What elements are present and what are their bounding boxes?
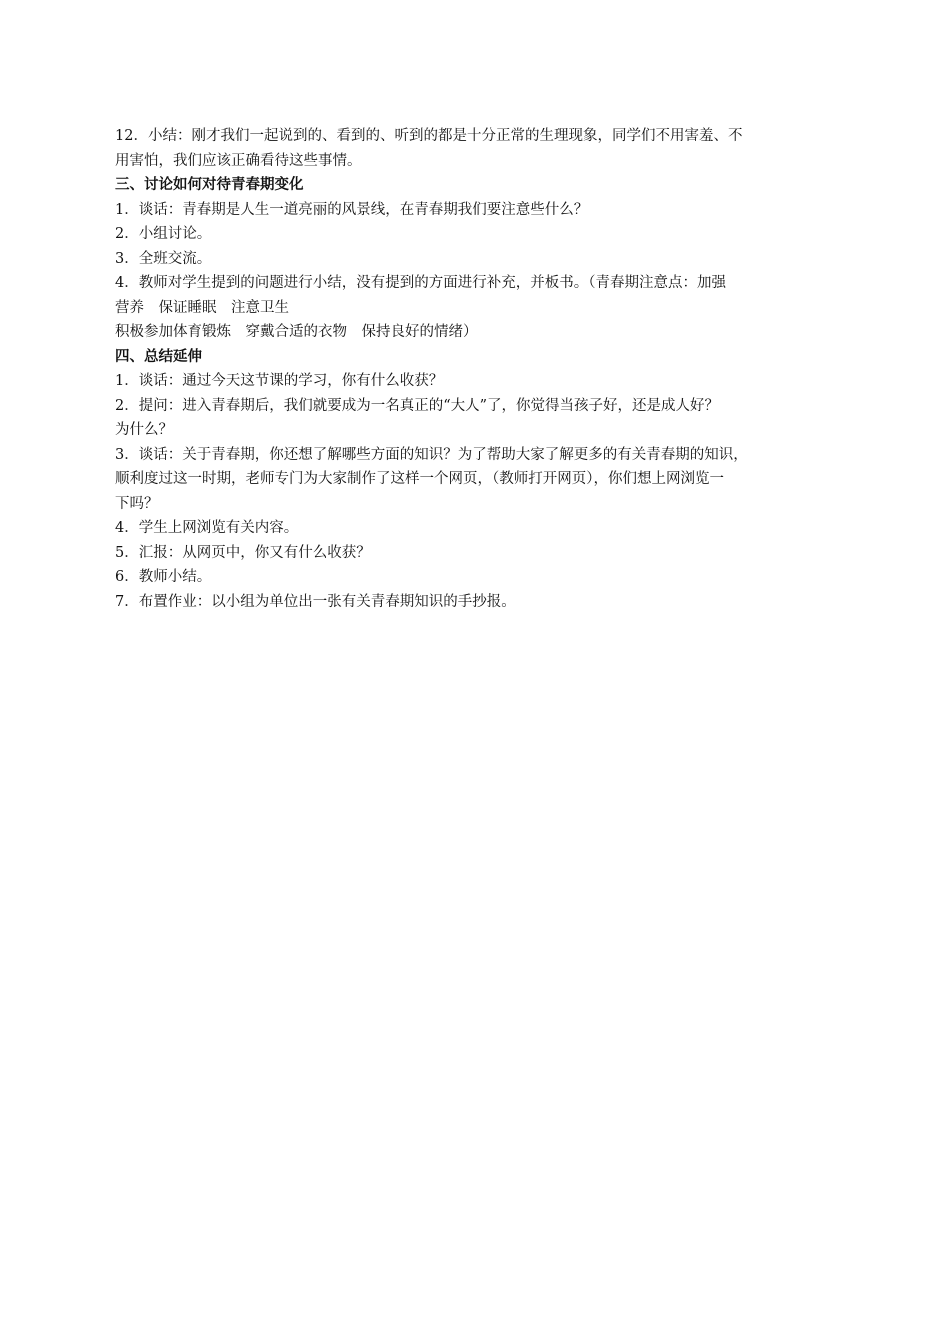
text-line: 3．谈话：关于青春期，你还想了解哪些方面的知识？为了帮助大家了解更多的有关青春期的知识，	[115, 446, 748, 463]
text-line: 用害怕，我们应该正确看待这些事情。	[115, 152, 362, 169]
section-heading-3: 三、讨论如何对待青春期变化	[115, 177, 304, 193]
text-line: 1．谈话：青春期是人生一道亮丽的风景线，在青春期我们要注意些什么？	[115, 201, 589, 218]
text-line: 12．小结：刚才我们一起说到的、看到的、听到的都是十分正常的生理现象，同学们不用害羞、不	[115, 128, 743, 144]
text-line: 2．提问：进入青春期后，我们就要成为一名真正的“大人”了，你觉得当孩子好，还是成人好？	[115, 397, 720, 414]
text-line: 7．布置作业：以小组为单位出一张有关青春期知识的手抄报。	[115, 593, 516, 610]
text-line: 4．教师对学生提到的问题进行小结，没有提到的方面进行补充，并板书。（青春期注意点：加强	[115, 275, 726, 291]
text-line: 顺利度过这一时期，老师专门为大家制作了这样一个网页，（教师打开网页），你们想上网浏览一	[115, 471, 724, 487]
text-line: 1．谈话：通过今天这节课的学习，你有什么收获？	[115, 373, 444, 389]
text-line: 下吗？	[115, 495, 159, 512]
text-line: 为什么？	[115, 422, 173, 438]
text-line: 4．学生上网浏览有关内容。	[115, 520, 299, 536]
text-line: 2．小组讨论。	[115, 226, 212, 242]
document-body	[115, 124, 845, 614]
text-line: 6．教师小结。	[115, 569, 212, 585]
text-line: 5．汇报：从网页中，你又有什么收获？	[115, 544, 371, 561]
text-line: 3．全班交流。	[115, 250, 212, 267]
text-line: 积极参加体育锻炼 穿戴合适的衣物 保持良好的情绪）	[115, 324, 478, 340]
section-heading-4: 四、总结延伸	[115, 348, 202, 365]
text-line: 营养 保证睡眠 注意卫生	[115, 299, 289, 316]
